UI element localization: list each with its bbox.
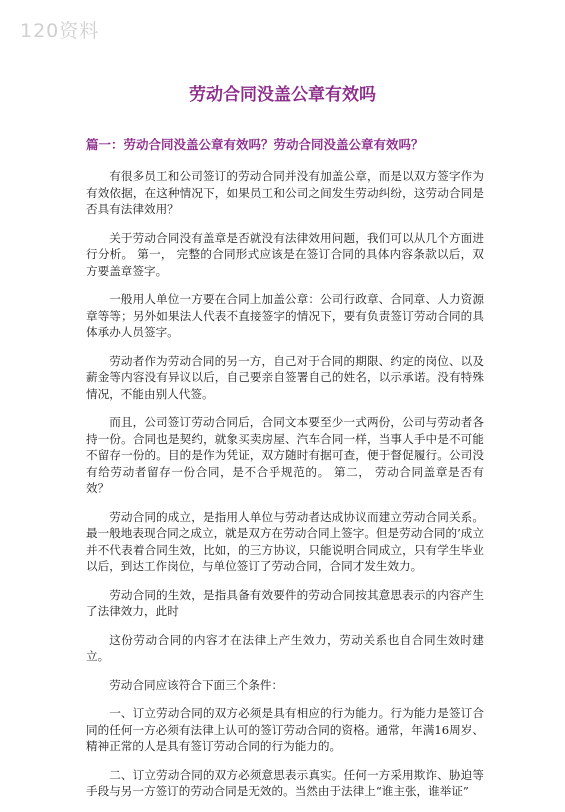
paragraph: 这份劳动合同的内容才在法律上产生效力，劳动关系也自合同生效时建立。 [86,632,484,663]
paragraph: 一、订立劳动合同的双方必须是具有相应的行为能力。行为能力是签订合同的任何一方必须有法律上认可的签订劳动合同的资格。通常，年满16周岁、精神正常的人是具有签订劳动合同的行为能力的。 [86,706,484,753]
page-title: 劳动合同没盖公章有效吗 [189,85,376,105]
paragraph: 关于劳动合同没有盖章是否就没有法律效用问题，我们可以从几个方面进行分析。 第一， 完整的合同形式应该是在签订合同的具体内容条款以后，双方要盖章签字。 [86,230,484,278]
paragraph: 劳动合同的成立，是指用人单位与劳动者达成协议而建立劳动合同关系。最一般地表现合同之成立，就是双方在劳动合同上签字。但是劳动合同的’成立并不代表着合同生效，比如，的三方协议，只能说明合同成立，只有学生毕业以后，到达工作岗位，与单位签订了劳动合同，合同才发生效力。 [86,509,484,573]
section-heading: 篇一：劳动合同没盖公章有效吗？劳动合同没盖公章有效吗？ [86,137,424,152]
watermark: 120资料 [20,20,100,42]
paragraph: 而且，公司签订劳动合同后，合同文本要至少一式两份，公司与劳动者各持一份。合同也是契约，就象买卖房屋、汽车合同一样，当事人手中是不可能不留存一份的。目的是作为凭证，双方随时有据可查，便于督促履行。公司没有给劳动者留存一份合同，是不合乎规范的。 第二， 劳动合同盖章是否有效？ [86,415,484,495]
paragraph: 二、订立劳动合同的双方必须意思表示真实。任何一方采用欺诈、胁迫等手段与另一方签订的劳动合同是无效的。当然由于法律上“谁主张，谁举证” [86,767,484,798]
document-body [86,168,484,812]
paragraph: 一般用人单位一方要在合同上加盖公章：公司行政章、合同章、人力资源章等等；另外如果法人代表不直接签字的情况下，要有负责签订劳动合同的具体承办人员签字。 [86,292,484,339]
paragraph: 劳动合同的生效，是指具备有效要件的劳动合同按其意思表示的内容产生了法律效力，此时 [86,587,484,618]
paragraph: 劳动者作为劳动合同的另一方，自己对于合同的期限、约定的岗位、以及薪金等内容没有异议以后，自己要亲自签署自己的姓名，以示承诺。没有特殊情况，不能由别人代签。 [86,353,484,401]
paragraph: 有很多员工和公司签订的劳动合同并没有加盖公章，而是以双方签字作为有效依据，在这种情况下，如果员工和公司之间发生劳动纠纷，这劳动合同是否具有法律效用？ [86,169,484,216]
paragraph: 劳动合同应该符合下面三个条件： [109,677,284,692]
